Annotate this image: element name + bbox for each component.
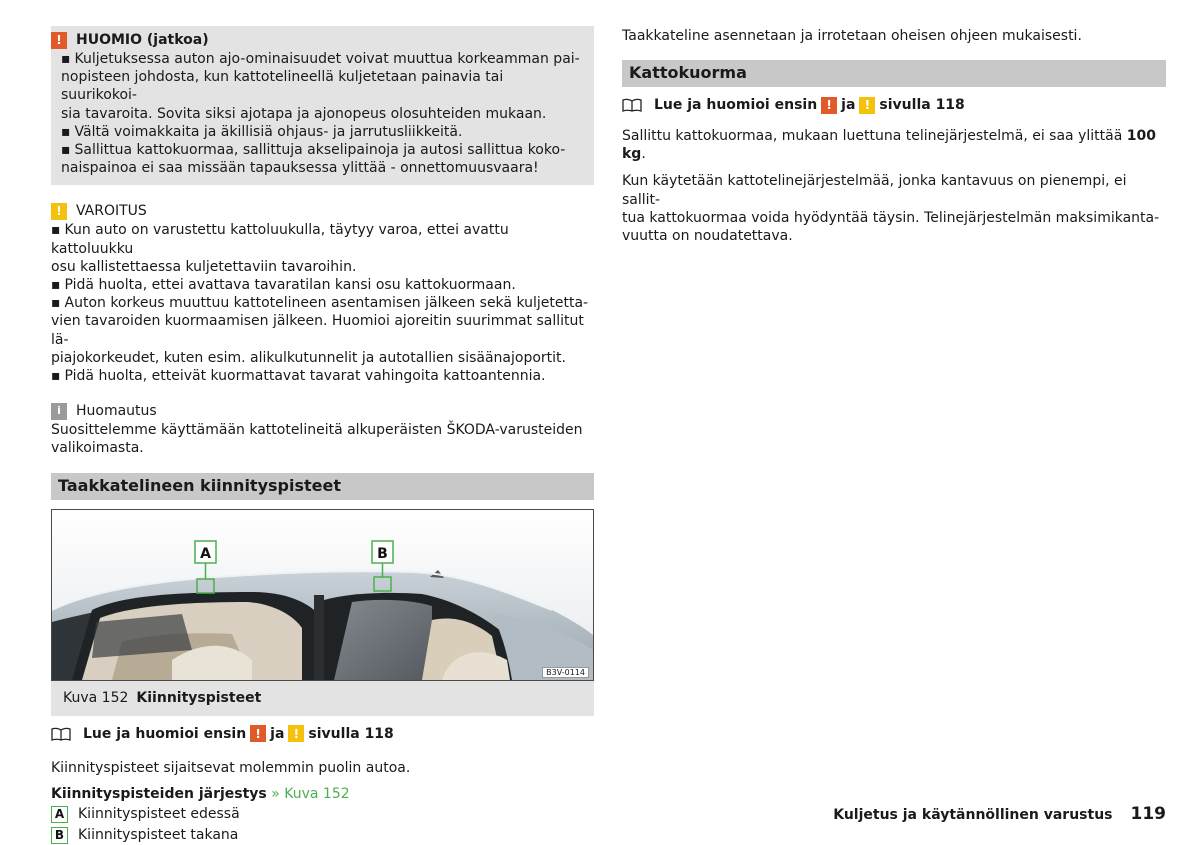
page-number: 119	[1130, 804, 1166, 824]
footer-chapter-title: Kuljetus ja käytännöllinen varustus	[833, 807, 1113, 823]
left-column	[51, 26, 594, 845]
caution-line: ▪ Kuljetuksessa auton ajo-ominaisuudet voivat muuttua korkeamman pai-	[61, 50, 580, 68]
section-heading-mounting-points: Taakkatelineen kiinnityspisteet	[51, 473, 594, 500]
figure-label-b: B	[377, 545, 388, 562]
roof-load-end: .	[641, 146, 646, 163]
roof-load-note-line: vuutta on noudatettava.	[622, 228, 793, 245]
caution-title: HUOMIO (jatkoa)	[76, 32, 209, 48]
warning-title: VAROITUS	[76, 203, 147, 220]
roof-rack-intro: Taakkateline asennetaan ja irrotetaan oheisen ohjeen mukaisesti.	[622, 28, 1082, 44]
caution-line: naispainoa ei saa missään tapauksessa ylittää - onnettomuusvaara!	[61, 160, 539, 177]
read-first-and: ja	[270, 725, 285, 742]
info-icon: i	[51, 403, 67, 420]
roof-load-text: Sallittu kattokuormaa, mukaan luettuna telinejärjestelmä, ei saa ylittää	[622, 128, 1123, 144]
caution-ref-icon: !	[250, 725, 266, 742]
note-line: valikoimasta.	[51, 440, 144, 457]
warning-ref-icon: !	[288, 725, 304, 742]
figure-label-a: A	[200, 545, 211, 562]
figure-link[interactable]: » Kuva 152	[271, 785, 350, 802]
caution-line: sia tavaroita. Sovita siksi ajotapa ja ajonopeus olosuhteiden mukaan.	[61, 105, 547, 122]
legend-row-a	[51, 804, 594, 825]
mounting-intro: Kiinnityspisteet sijaitsevat molemmin puolin autoa.	[51, 759, 411, 776]
warning-icon: !	[51, 203, 67, 220]
note-header	[51, 401, 594, 421]
note-line: Suosittelemme käyttämään kattotelineitä alkuperäisten ŠKODA-varusteiden	[51, 422, 583, 439]
read-first-prefix: Lue ja huomioi ensin	[654, 97, 818, 113]
caution-icon: !	[51, 32, 67, 49]
warning-section	[51, 201, 594, 385]
caution-line: ▪ Vältä voimakkaita ja äkillisiä ohjaus- ja jarrutusliikkeitä.	[61, 123, 580, 141]
warning-header	[51, 201, 594, 221]
warning-ref-icon: !	[859, 97, 875, 114]
warning-line: ▪ Pidä huolta, ettei avattava tavaratilan kansi osu kattokuormaan.	[51, 276, 594, 294]
order-heading-line	[51, 785, 594, 804]
legend-key-a: A	[51, 806, 68, 823]
note-section	[51, 401, 594, 457]
read-first-and: ja	[841, 97, 856, 113]
note-title: Huomautus	[76, 403, 157, 420]
legend-text-b: Kiinnityspisteet takana	[78, 826, 239, 843]
read-first-line	[51, 724, 594, 744]
warning-line: vien tavaroiden kuormaamisen jälkeen. Huomioi ajoreitin suurimmat sallitut lä-	[51, 313, 584, 348]
warning-line: ▪ Kun auto on varustettu kattoluukulla, täytyy varoa, ettei avattu kattoluukku	[51, 221, 594, 257]
caution-line: ▪ Sallittua kattokuormaa, sallittuja akselipainoja ja autosi sallittua koko-	[61, 141, 580, 159]
book-icon	[51, 727, 71, 741]
caution-line: nopisteen johdosta, kun kattotelineellä kuljetetaan painavia tai suurikokoi-	[61, 69, 504, 104]
page-footer	[833, 804, 1166, 824]
car-illustration	[52, 510, 593, 680]
caution-box	[51, 26, 594, 185]
warning-line: ▪ Pidä huolta, etteivät kuormattavat tavarat vahingoita kattoantennia.	[51, 367, 594, 385]
roof-load-note-line: Kun käytetään kattotelinejärjestelmää, jonka kantavuus on pienempi, ei sallit-	[622, 173, 1127, 208]
caution-ref-icon: !	[821, 97, 837, 114]
figure-code: B3V-0114	[542, 667, 589, 678]
caution-header	[51, 30, 586, 50]
read-first-line-right	[622, 95, 1166, 115]
legend-text-a: Kiinnityspisteet edessä	[78, 805, 240, 822]
read-first-page-link[interactable]: sivulla 118	[308, 725, 394, 742]
legend-row-b	[51, 825, 594, 845]
caption-title: Kiinnityspisteet	[136, 689, 262, 706]
warning-line: ▪ Auton korkeus muuttuu kattotelineen asentamisen jälkeen sekä kuljetetta-	[51, 294, 594, 312]
figure-caption	[51, 681, 594, 716]
roof-load-limit	[622, 127, 1166, 163]
roof-load-note-line: tua kattokuormaa voida hyödyntää täysin. Telinejärjestelmän maksimikanta-	[622, 209, 1160, 226]
read-first-prefix: Lue ja huomioi ensin	[83, 725, 247, 742]
section-heading-roof-load: Kattokuorma	[622, 60, 1166, 87]
caption-number: Kuva 152	[63, 689, 129, 706]
order-title: Kiinnityspisteiden järjestys	[51, 785, 267, 802]
car-roof-figure	[51, 509, 594, 681]
roof-load-value: 100 kg	[622, 128, 1156, 163]
legend-key-b: B	[51, 827, 68, 844]
read-first-page-link[interactable]: sivulla 118	[879, 97, 965, 113]
roof-load-note	[622, 172, 1166, 245]
book-icon	[622, 98, 642, 112]
warning-line: osu kallistettaessa kuljetettaviin tavaroihin.	[51, 258, 357, 275]
warning-line: piajokorkeudet, kuten esim. alikulkutunnelit ja autotallien sisäänajoportit.	[51, 349, 566, 366]
right-column	[622, 26, 1166, 245]
